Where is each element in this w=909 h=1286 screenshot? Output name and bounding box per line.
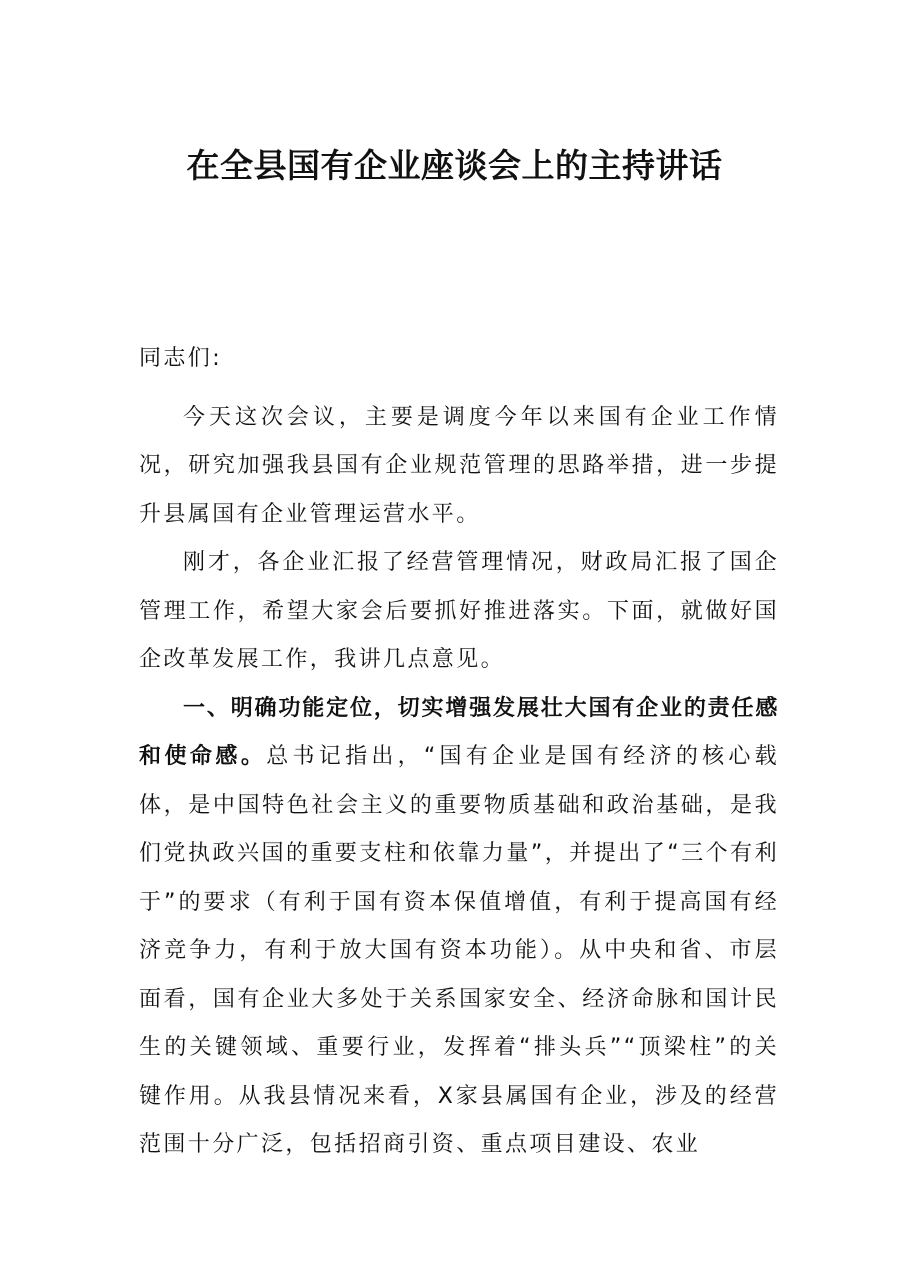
section-heading: 一、明确功能定位，切实增强发展壮大国有企业的责任感和使命感。 xyxy=(139,695,779,769)
salutation: 同志们: xyxy=(139,346,223,371)
document-title: 在全县国有企业座谈会上的主持讲话 xyxy=(186,146,723,185)
paragraph-section-one xyxy=(139,685,779,1170)
paragraph-text: 刚才，各企业汇报了经营管理情况，财政局汇报了国企管理工作，希望大家会后要抓好推进落实。下面，就做好国企改革发展工作，我讲几点意见。 xyxy=(139,550,779,672)
paragraph-reports xyxy=(139,539,779,685)
document-body xyxy=(139,335,779,1170)
paragraph-text: 今天这次会议，主要是调度今年以来国有企业工作情况，研究加强我县国有企业规范管理的思路举措，进一步提升县属国有企业管理运营水平。 xyxy=(139,404,779,527)
paragraph-opening xyxy=(139,394,779,540)
paragraph-text: 总书记指出，“国有企业是国有经济的核心载体，是中国特色社会主义的重要物质基础和政治基础，是我们党执政兴国的重要支柱和依靠力量”，并提出了“三个有利于”的要求（有利于国有资本保值增值，有利于提高国有经济竞争力，有利于放大国有资本功能）。从中央和省、市层面看，国有企业大多处于关系国家安全、经济命脉和国计民生的关键领域、重要行业，发挥着“排头兵”“顶梁柱”的关键作用。从我县情况来看，X家县属国有企业，涉及的经营范围十分广泛，包括招商引资、重点项目建设、农业 xyxy=(139,744,779,1157)
